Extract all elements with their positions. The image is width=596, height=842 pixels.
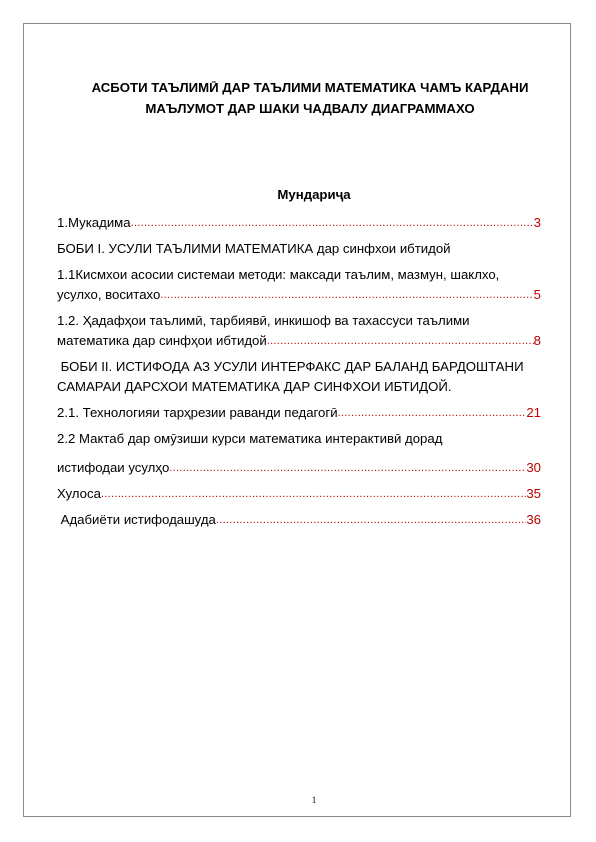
toc-heading: Мундариҷа xyxy=(277,187,351,202)
toc-leader-dots xyxy=(338,403,527,423)
toc-leader-dots xyxy=(169,458,526,478)
toc-leader-dots xyxy=(131,213,534,233)
toc-leader-dots xyxy=(160,285,533,305)
toc-leader-dots xyxy=(216,510,526,530)
toc-page-number: 36 xyxy=(526,512,541,527)
toc-entry-label-line-1: 1.1Кисмхои асосии системаи методи: максади таълим, мазмун, шаклхо, xyxy=(57,267,500,282)
toc-page-number: 5 xyxy=(533,287,541,302)
toc-entry-label: Адабиёти истифодашуда xyxy=(57,512,216,527)
toc-entry-section-2-2[interactable] xyxy=(57,429,541,478)
toc-entry-label-line-2: САМАРАИ ДАРСХОИ МАТЕМАТИКА ДАР СИНФХОИ ИБТИДОЙ. xyxy=(57,379,452,394)
toc-page-number: 3 xyxy=(533,215,541,230)
toc-entry-references[interactable] xyxy=(57,510,541,530)
toc-page-number: 30 xyxy=(526,460,541,475)
toc-page-number: 8 xyxy=(533,333,541,348)
toc-entry-chapter-2[interactable] xyxy=(57,357,541,397)
title-line-1: АСБОТИ ТАЪЛИМӢ ДАР ТАЪЛИМИ МАТЕМАТИКА ЧАМЪ КАРДАНИ xyxy=(91,80,529,95)
table-of-contents xyxy=(57,213,541,536)
toc-leader-dots xyxy=(101,484,526,504)
toc-entry-label-line-2: истифодаи усулҳо xyxy=(57,460,170,475)
toc-page-number: 35 xyxy=(526,486,541,501)
title-line-2: МАЪЛУМОТ ДАР ШАКИ ЧАДВАЛУ ДИАГРАММАХО xyxy=(145,101,475,116)
toc-entry-section-1-2[interactable] xyxy=(57,311,541,351)
toc-entry-label-line-2: математика дар синфҳои ибтидой xyxy=(57,333,267,348)
toc-entry-section-2-1[interactable] xyxy=(57,403,541,423)
toc-entry-label: Хулоса xyxy=(57,486,101,501)
toc-entry-introduction[interactable] xyxy=(57,213,541,233)
toc-entry-chapter-1[interactable]: БОБИ І. УСУЛИ ТАЪЛИМИ МАТЕМАТИКА дар синфхои ибтидой xyxy=(57,241,451,256)
toc-entry-label-line-2: усулхо, воситахо xyxy=(57,287,161,302)
toc-page-number: 21 xyxy=(526,405,541,420)
toc-entry-section-1-1[interactable] xyxy=(57,265,541,305)
toc-entry-conclusion[interactable] xyxy=(57,484,541,504)
toc-entry-label-line-1: 2.2 Мактаб дар омӯзиши курси математика интерактивӣ дорад xyxy=(57,431,443,446)
page-number: 1 xyxy=(311,795,317,805)
toc-leader-dots xyxy=(267,331,534,351)
toc-entry-label: 2.1. Технологияи тарҳрезии раванди педагогӣ xyxy=(57,405,338,420)
document-title xyxy=(60,77,560,119)
toc-entry-label: 1.Мукадима xyxy=(57,215,131,230)
toc-entry-label-line-1: БОБИ ІІ. ИСТИФОДА АЗ УСУЛИ ИНТЕРФАКС ДАР БАЛАНД БАРДОШТАНИ xyxy=(57,359,524,374)
toc-entry-label-line-1: 1.2. Ҳадафҳои таълимӣ, тарбиявӣ, инкишоф ва тахассуси таълими xyxy=(57,313,470,328)
